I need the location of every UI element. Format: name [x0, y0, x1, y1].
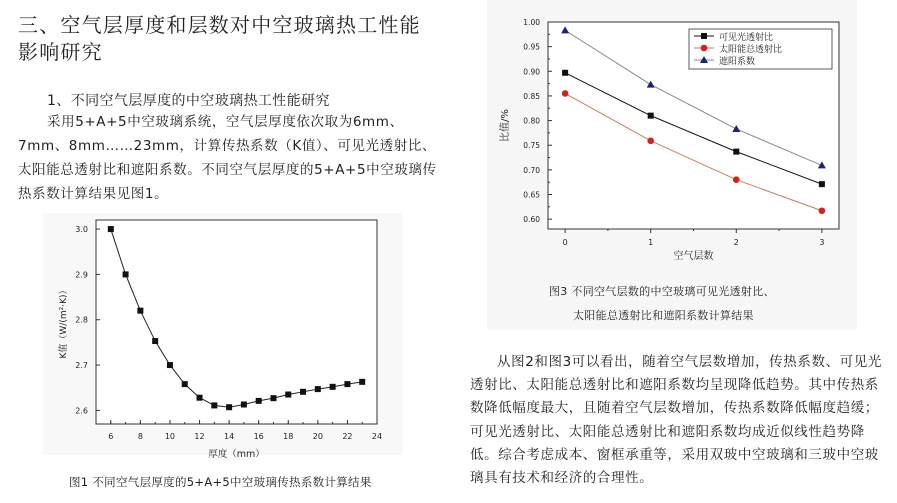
k-value-marker [108, 226, 114, 232]
series-0-marker [819, 181, 825, 187]
k-value-marker [256, 398, 262, 404]
series-0-marker [733, 149, 739, 155]
k-value-marker [285, 392, 291, 398]
k-value-marker [182, 381, 188, 387]
k-value-marker [226, 404, 232, 410]
y-axis-label: K值（W/(m²·K)） [59, 285, 69, 359]
x-tick-label: 18 [283, 432, 294, 441]
intro-text: 采用5+A+5中空玻璃系统，空气层厚度依次取为6mm、7mm、8mm……23mm，计算传热系数（K值）、可见光透射比、太阳能总透射比和遮阳系数。不同空气层厚度的5+A+5中空玻璃传热系数计算结果见图1。 [18, 114, 437, 202]
y-tick-label: 0.60 [523, 215, 540, 225]
subsection-heading: 1、不同空气层厚度的中空玻璃热工性能研究 [47, 93, 330, 109]
x-tick-label: 8 [137, 432, 143, 441]
legend-label: 太阳能总透射比 [719, 45, 783, 55]
figure3-chart [487, 0, 857, 270]
intro-paragraph [18, 110, 438, 206]
series-0-marker [648, 113, 654, 119]
section-title: 三、空气层厚度和层数对中空玻璃热工性能影响研究 [18, 13, 421, 64]
x-tick-label: 12 [194, 432, 205, 441]
y-tick-label: 1.00 [523, 18, 540, 27]
y-tick-label: 0.70 [523, 165, 540, 175]
y-axis-label: 比值/% [500, 109, 511, 142]
x-tick-label: 20 [312, 432, 323, 441]
x-tick-label: 2 [733, 238, 739, 247]
x-tick-label: 3 [819, 238, 825, 247]
x-tick-label: 24 [371, 432, 383, 441]
y-tick-label: 2.8 [75, 315, 88, 325]
figure1-chart [43, 213, 403, 458]
conclusion-text: 从图2和图3可以看出，随着空气层数增加，传热系数、可见光透射比、太阳能总透射比和遮阳系数均呈现降低趋势。其中传热系数降低幅度最大，且随着空气层数增加，传热系数降低幅度趋缓；可见光透射比、太阳能总透射比和遮阳系数均成近似线性趋势降低。综合考虑成本、窗框承重等，采用双玻中空玻璃和三玻中空玻璃具有技术和经济的合理性。 [470, 354, 882, 487]
k-value-marker [270, 395, 276, 401]
k-value-marker [315, 386, 321, 392]
x-tick-label: 1 [648, 238, 654, 247]
k-value-marker [241, 402, 247, 408]
k-value-marker [167, 362, 173, 368]
y-tick-label: 0.65 [523, 190, 540, 200]
y-tick-label: 0.95 [523, 42, 540, 52]
k-value-marker [330, 384, 336, 390]
legend-label: 可见光透射比 [719, 33, 774, 43]
y-tick-label: 3.0 [75, 225, 88, 235]
x-tick-label: 10 [164, 432, 176, 441]
figure1-caption: 图1 不同空气层厚度的5+A+5中空玻璃传热系数计算结果 [69, 475, 372, 489]
k-value-marker [197, 395, 203, 401]
y-tick-label: 2.9 [75, 270, 88, 280]
legend-0-marker [701, 33, 707, 39]
y-tick-label: 0.75 [523, 141, 540, 151]
x-tick-label: 6 [108, 432, 114, 441]
k-value-marker [300, 389, 306, 395]
x-tick-label: 22 [342, 432, 353, 441]
y-tick-label: 2.7 [75, 361, 88, 371]
figure3-caption-line2: 太阳能总透射比和遮阳系数计算结果 [573, 309, 754, 322]
legend-1-marker [701, 45, 708, 52]
k-value-marker [123, 271, 129, 277]
k-value-marker [344, 381, 350, 387]
y-tick-label: 0.80 [523, 116, 540, 126]
y-tick-label: 2.6 [75, 406, 88, 416]
y-tick-label: 0.90 [523, 67, 540, 77]
k-value-marker [359, 379, 365, 385]
series-1-marker [733, 176, 740, 183]
conclusion-paragraph [470, 351, 890, 490]
legend-label: 遮阳系数 [719, 57, 756, 67]
k-value-marker [211, 402, 217, 408]
series-1-marker [819, 207, 826, 214]
k-value-marker [152, 338, 158, 344]
y-tick-label: 0.85 [523, 91, 540, 101]
x-tick-label: 0 [562, 238, 568, 247]
figure3-caption-line1: 图3 不同空气层数的中空玻璃可见光透射比、 [549, 285, 775, 298]
series-0-marker [562, 70, 568, 76]
x-axis-label: 空气层数 [673, 251, 714, 262]
plot-area [96, 220, 377, 424]
x-axis-label: 厚度（mm） [208, 449, 265, 458]
x-tick-label: 14 [224, 432, 235, 441]
series-1-marker [562, 90, 569, 97]
x-tick-label: 16 [253, 432, 264, 441]
k-value-marker [137, 308, 143, 314]
series-1-marker [647, 137, 654, 144]
